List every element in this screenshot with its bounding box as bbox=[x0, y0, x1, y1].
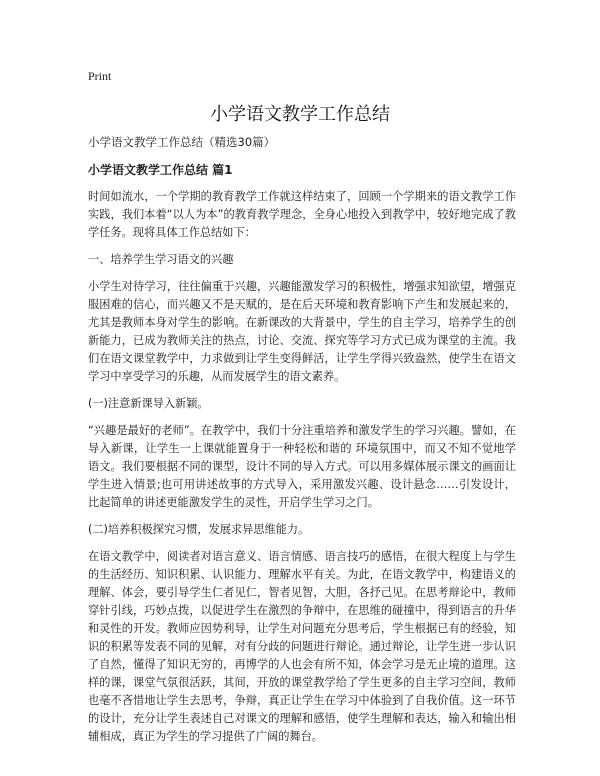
heading-interest: 一、培养学生学习语文的兴趣 bbox=[88, 253, 234, 266]
section-heading: 小学语文教学工作总结 篇1 bbox=[88, 163, 233, 177]
document-title: 小学语文教学工作总结 bbox=[210, 104, 390, 125]
paragraph-inquiry: 在语文教学中，阅读者对语言意义、语言情感、语言技巧的感悟，在很大程度上与学生的生活经历、知识积累、认识能力、理解水平有关。为此，在语文教学中，构建语义的理解、体会，要引导学生仁者见仁，智者见智，大胆，各抒己见。在思考辩论中，教师穿针引线，巧妙点拨，以促进学生在激烈的争辩中，在思维的碰撞中，得到语言的升华和灵性的开发。教师应因势利导，让学生对问题充分思考后，学生根据已有的经验，知识的积累等发表不同的见解，对有分歧的问题进行辩论。通过辩论，让学生进一步认识了自然，懂得了知识无穷的，再博学的人也会有所不知，体会学习是无止境的道理。这样的课，课堂气氛很活跃，其间，开放的课堂教学给了学生更多的自主学习空间，教师也毫不吝惜地让学生去思考，争辩，真正让学生在学习中体验到了自我价值。这一环节的设计，充分让学生表述自己对课文的理解和感悟，使学生理解和表达，输入和输出相辅相成，真正为学生的学习提供了广阔的舞台。 bbox=[88, 550, 516, 743]
heading-new-lesson: (一)注意新课导入新颖。 bbox=[88, 397, 209, 410]
paragraph-new-lesson: “兴趣是最好的老师”。在教学中，我们十分注重培养和激发学生的学习兴趣。譬如，在导入新课，让学生一上课就能置身于一种轻松和谐的 环境氛围中，而又不知不觉地学语文。我们要根据不同的课型，设计不同的导入方式。可以用多媒体展示课文的画面让学生进入情景;也可用讲述故事的方式导入，采用激发兴趣、设计悬念……引发设计，比起简单的讲述更能激发学生的灵性，开启学生学习之门。 bbox=[88, 424, 516, 509]
intro-paragraph: 时间如流水，一个学期的教育教学工作就这样结束了，回顾一个学期来的语文教学工作实践，我们本着“以人为本”的教育教学理念，全身心地投入到教学中，较好地完成了教学任务。现将具体工作总结如下： bbox=[88, 190, 516, 239]
print-link[interactable]: Print bbox=[88, 69, 112, 83]
heading-inquiry: (二)培养积极探究习惯，发展求异思维能力。 bbox=[88, 523, 310, 536]
paragraph-interest: 小学生对待学习，往往偏重于兴趣，兴趣能激发学习的积极性，增强求知欲望，增强克服困难的信心，而兴趣又不是天赋的，是在后天环境和教育影响下产生和发展起来的，尤其是教师本身对学生的影响。在新课改的大背景中，学生的自主学习，培养学生的创新能力，已成为教师关注的热点，讨论、交流、探究等学习方式已成为课堂的主流。我们在语文课堂教学中，力求做到让学生变得鲜活，让学生学得兴致盎然，使学生在语文学习中享受学习的乐趣，从而发展学生的语文素养。 bbox=[88, 280, 516, 383]
document-subtitle: 小学语文教学工作总结（精选30篇） bbox=[88, 135, 276, 149]
document-body bbox=[88, 134, 516, 756]
